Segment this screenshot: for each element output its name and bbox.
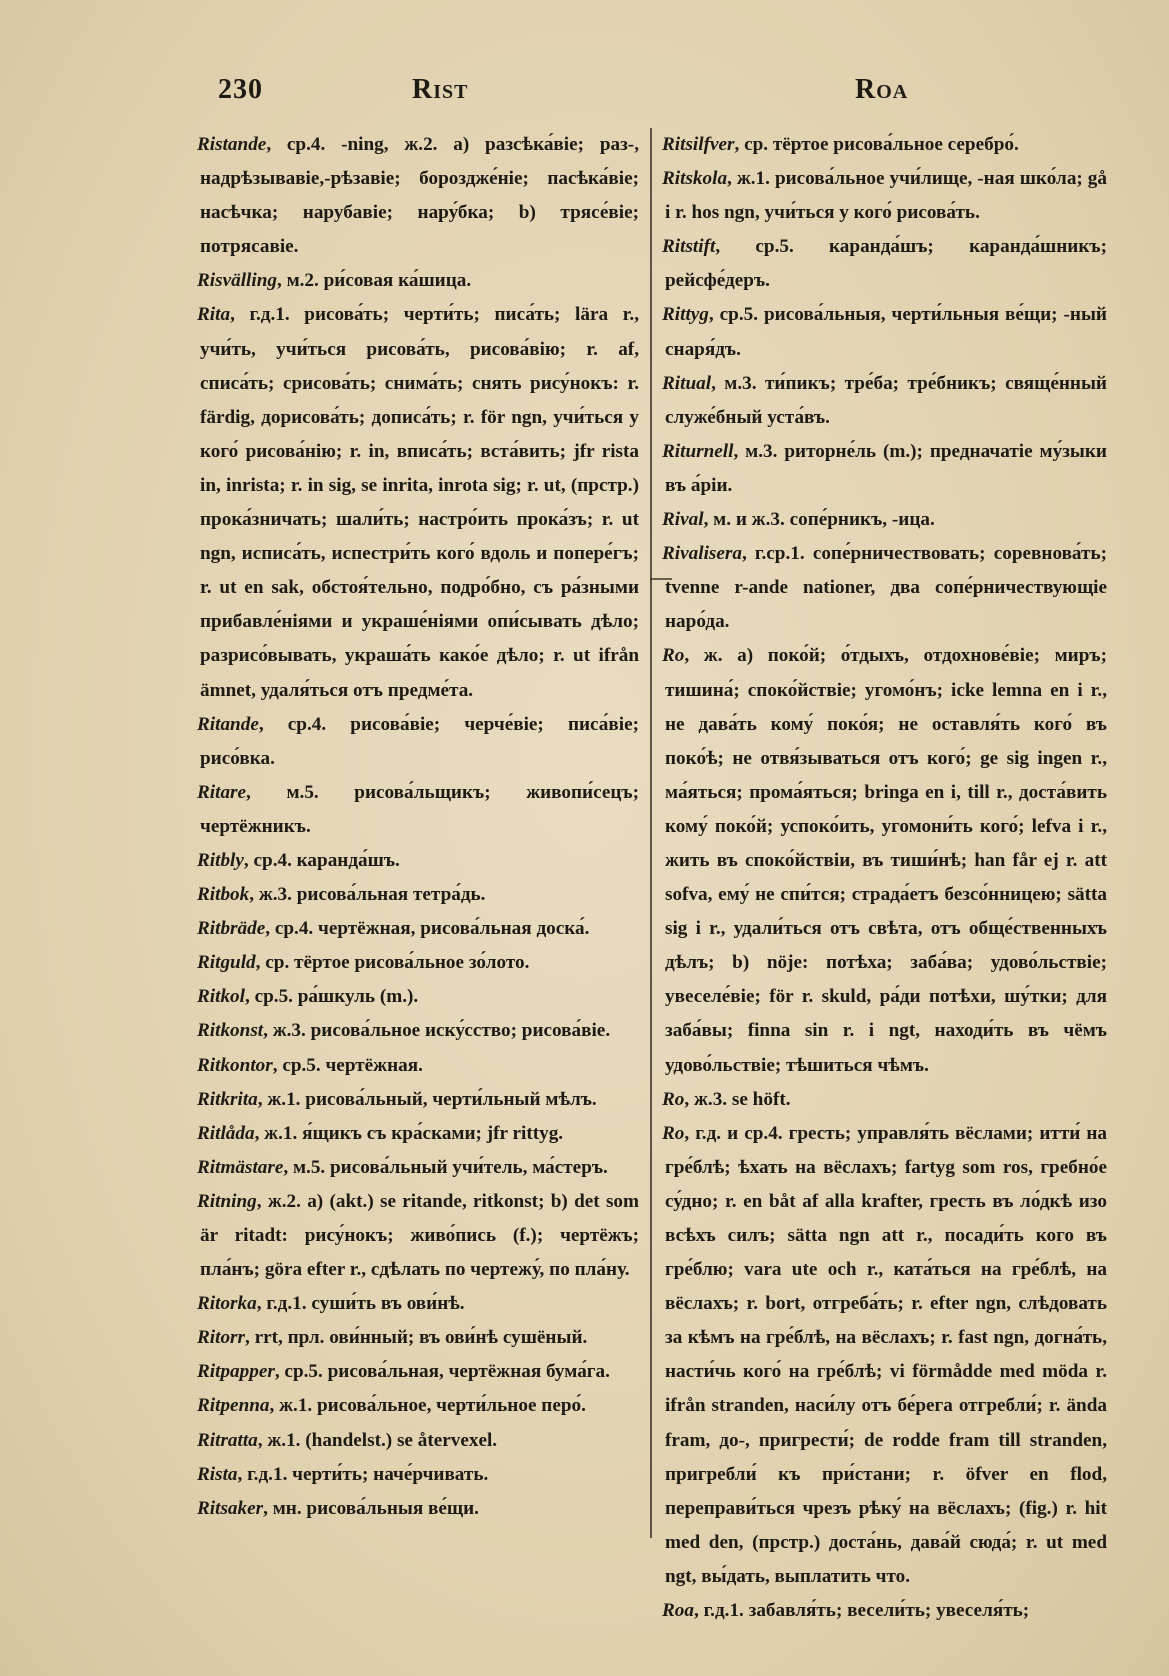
definition: , ж.1. рисова́льное, черти́льное перо́.: [269, 1395, 586, 1417]
headword: Ritpapper: [197, 1361, 275, 1383]
definition: , г.д.1. суши́ть въ ови́нѣ.: [256, 1293, 465, 1315]
entry-ritpapper: [197, 1355, 639, 1389]
entry-ritratta: [197, 1424, 639, 1458]
definition: , ж.1. я́щикъ съ кра́сками; jfr rittyg.: [254, 1122, 564, 1144]
definition: , ж.1. рисова́льный, черти́льный мѣлъ.: [257, 1088, 597, 1110]
entry-ritpenna: [197, 1389, 639, 1423]
left-column: [197, 128, 639, 1526]
headword: Ritkontor: [197, 1054, 273, 1076]
right-guide-word: Roa: [855, 74, 909, 105]
headword: Ritmästare: [197, 1156, 284, 1178]
left-guide-word: Rist: [412, 74, 469, 105]
headword: Ritsilfver: [662, 134, 735, 155]
definition: , ж.2. a) (akt.) se ritande, ritkonst; b) det som är ritadt: рису́нокъ; живо́пись (f.); чертёжъ; пла́нъ; göra efter r., сдѣлать по чертежу́, по пла́ну.: [200, 1190, 639, 1281]
entry-ritsilfver: [662, 128, 1107, 162]
headword: Ritskola: [662, 168, 728, 190]
page-header: [0, 74, 1169, 114]
headword: Ritning: [197, 1190, 257, 1212]
headword: Roa: [662, 1600, 694, 1622]
headword: Ritpenna: [197, 1395, 270, 1417]
definition: , ср.4. -ning, ж.2. a) разсѣка́віе; раз-, надрѣзывавіе,-рѣзавіе; бороздже́ніе; пасѣка́віе; насѣчка; нарубавіе; нару́бка; b) трясе́віе; потрясавіе.: [200, 134, 639, 258]
headword: Ritkol: [197, 986, 245, 1008]
entry-ro-row: [662, 1117, 1107, 1594]
entry-ro-hip: [662, 1083, 1107, 1117]
headword: Ritguld: [197, 952, 256, 974]
entry-rista: [197, 1458, 639, 1492]
definition: , ср. тёртое рисова́льное серебро́.: [734, 134, 1019, 155]
right-column: [662, 128, 1107, 1628]
entry-rittyg: [662, 298, 1107, 366]
definition: , ж.1. рисова́льное учи́лище, -ная шко́ла; gå i r. hos ngn, учи́ться у кого́ рисова́ть.: [665, 168, 1107, 224]
headword: Risvälling: [197, 270, 277, 292]
definition: , ж.3. se höft.: [684, 1088, 791, 1110]
entry-ritskola: [662, 162, 1107, 230]
headword: Rival: [662, 509, 704, 531]
headword: Ritlåda: [197, 1122, 255, 1144]
definition: , г.д.1. черти́ть; наче́рчивать.: [237, 1463, 489, 1485]
definition: , мн. рисова́льныя ве́щи.: [263, 1497, 479, 1519]
definition: , ж.3. рисова́льное иску́сство; рисова́віе.: [263, 1020, 611, 1042]
entry-roa: [662, 1594, 1107, 1628]
headword: Ritbräde: [197, 918, 266, 940]
definition: , ср.5. ра́шкуль (m.).: [244, 986, 419, 1008]
entry-rita: [197, 298, 639, 707]
definition: , ср.5. рисова́льная, чертёжная бума́га.: [274, 1361, 610, 1383]
definition: , м.5. рисова́льный учи́тель, ма́стеръ.: [283, 1156, 608, 1178]
headword: Ritstift: [662, 236, 716, 258]
headword: Ritratta: [197, 1429, 258, 1451]
entry-ritbok: [197, 878, 639, 912]
definition: , г.д. и ср.4. гресть; управля́ть вёслами; итти́ на гре́блѣ; ѣхать на вёслахъ; fartyg som ros, гребно́е су́дно; r. en båt af alla krafter, гресть въ ло́дкѣ изо всѣхъ силъ; sätta ngn att r., посади́ть кого въ гре́блю; vara ute och r., ката́ться на гре́блѣ, на вёслахъ; r. bort, отгреба́ть; r. efter ngn, слѣдовать за кѣмъ на гре́блѣ, на вёслахъ; r. fast ngn, догна́ть, насти́чь кого́ на гре́блѣ; vi förmådde med möda r. ifrån stranden, наси́лу отъ бе́рега отгребли́; r. ända fram, до-, пригрести́; de rodde fram till stranden, пригребли́ къ при́стани; r. öfver en flod, переправи́ться чрезъ рѣку́ на вёслахъ; (fig.) r. hit med den, (прстр.) доста́нь, дава́й сюда́; r. ut med ngt, вы́дать, выплатить что.: [665, 1122, 1107, 1587]
definition: , м.3. ти́пикъ; тре́ба; тре́бникъ; свяще́нный служе́бный уста́въ.: [665, 372, 1107, 428]
definition: , ср.4. каранда́шъ.: [243, 849, 400, 871]
definition: , ж.1. (handelst.) se återvexel.: [257, 1429, 498, 1451]
entry-ritsaker: [197, 1492, 639, 1526]
definition: , ср.4. чертёжная, рисова́льная доска́.: [265, 918, 590, 940]
entry-ritmastare: [197, 1151, 639, 1185]
page-number: 230: [218, 74, 263, 105]
entry-ritorr: [197, 1321, 639, 1355]
entry-ritual: [662, 367, 1107, 435]
headword: Ro: [662, 1088, 685, 1110]
entry-ritning: [197, 1185, 639, 1287]
headword: Ritorr: [197, 1327, 245, 1349]
definition: , rrt, прл. ови́нный; въ ови́нѣ сушёный.: [245, 1327, 588, 1349]
entry-ritorka: [197, 1287, 639, 1321]
definition: , ср.5. каранда́шъ; каранда́шникъ; рейсфе́деръ.: [665, 236, 1107, 292]
definition: , ср.5. чертёжная.: [272, 1054, 423, 1076]
headword: Ro: [662, 1122, 685, 1144]
entry-ritbly: [197, 844, 639, 878]
definition: , ср. тёртое рисова́льное зо́лото.: [255, 952, 530, 974]
headword: Ritorka: [197, 1293, 257, 1315]
headword: Ritual: [662, 372, 712, 394]
headword: Rivalisera: [662, 543, 742, 565]
headword: Rita: [197, 304, 231, 326]
definition: , м.2. ри́совая ка́шица.: [276, 270, 472, 292]
definition: , ср.5. рисова́льныя, черти́льныя ве́щи; -ный снаря́дъ.: [665, 304, 1107, 360]
headword: Riturnell: [662, 440, 734, 462]
entry-ritkontor: [197, 1049, 639, 1083]
headword: Ro: [662, 645, 685, 667]
headword: Ritkonst: [197, 1020, 264, 1042]
entry-ro-rest: [662, 639, 1107, 1082]
definition: , ж. a) поко́й; о́тдыхъ, отдохнове́віе; миръ; тишина́; споко́йствіе; угомо́нъ; icke lemna en i r., не дава́ть кому́ поко́я; не оставля́ть кого́ въ поко́ѣ; не отвя́зываться отъ кого́; ge sig ingen r., ма́яться; прома́яться; bringa en i, till r., доста́вить кому́ поко́й; успоко́ить, угомони́ть кого́; lefva i r., жить въ споко́йствіи, въ тиши́нѣ; han får ej r. att sofva, ему́ не спи́тся; страда́етъ безсо́нницею; sätta sig i r., удали́ться отъ свѣта, отъ обще́ственныхъ дѣлъ; b) nöje: потѣха; заба́ва; удово́льствіе; увеселе́віе; för r. skuld, ра́ди потѣхи, шу́тки; для заба́вы; finna sin r. i ngt, находи́ть въ чёмъ удово́льствіе; тѣшиться чѣмъ.: [665, 645, 1107, 1076]
definition: , м.3. риторне́ль (m.); предначатіе му́зыки въ а́ріи.: [665, 440, 1107, 496]
headword: Rittyg: [662, 304, 709, 326]
entry-rival: [662, 503, 1107, 537]
headword: Rista: [197, 1463, 238, 1485]
entry-rivalisera: [662, 537, 1107, 639]
entry-ritkonst: [197, 1014, 639, 1048]
definition: , м. и ж.3. сопе́рникъ, -ица.: [703, 509, 935, 531]
entry-ritare: [197, 776, 639, 844]
headword: Ritsaker: [197, 1497, 264, 1519]
headword: Ritkrita: [197, 1088, 258, 1110]
entry-ritstift: [662, 230, 1107, 298]
entry-ritande: [197, 708, 639, 776]
headword: Ritbly: [197, 849, 244, 871]
column-divider: [650, 128, 652, 1538]
definition: , г.д.1. забавля́ть; весели́ть; увеселя́ть;: [694, 1600, 1030, 1622]
entry-ristande: [197, 128, 639, 264]
definition: , м.5. рисова́льщикъ; живопи́сецъ; чертёжникъ.: [200, 781, 639, 837]
definition: , ср.4. рисова́віе; черче́віе; писа́віе; рисо́вка.: [200, 713, 639, 769]
entry-ritkol: [197, 980, 639, 1014]
entry-riturnell: [662, 435, 1107, 503]
entry-ritbrade: [197, 912, 639, 946]
definition: , ж.3. рисова́льная тетра́дь.: [249, 884, 486, 906]
headword: Ritande: [197, 713, 259, 735]
headword: Ritbok: [197, 884, 250, 906]
headword: Ristande: [197, 134, 267, 155]
entry-ritlada: [197, 1117, 639, 1151]
headword: Ritare: [197, 781, 247, 803]
entry-ritkrita: [197, 1083, 639, 1117]
entry-ritguld: [197, 946, 639, 980]
definition: , г.ср.1. сопе́рничествовать; соревнова́ть; tvenne r-ande nationer, два сопе́рничествующіе наро́да.: [665, 543, 1107, 633]
entry-risvalling: [197, 264, 639, 298]
definition: , г.д.1. рисова́ть; черти́ть; писа́ть; lära r., учи́ть, учи́ться рисова́ть, рисова́вію; r. af, списа́ть; срисова́ть; снима́ть; снять рису́нокъ: r. färdig, дорисова́ть; дописа́ть; r. för ngn, учи́ться у кого́ рисова́нію; r. in, вписа́ть; вста́вить; jfr rista in, inrista; r. in sig, se inrita, inrota sig; r. ut, (прстр.) прока́зничать; шали́ть; настро́ить прока́зъ; r. ut ngn, исписа́ть, испестри́ть кого́ вдоль и попере́гъ; r. ut en sak, обстоя́тельно, подро́бно, съ ра́зными прибавле́ніями и украше́ніями опи́сывать дѣло; разрисо́вывать, украша́ть како́е дѣло; r. ut ifrån ämnet, удаля́ться отъ предме́та.: [200, 304, 639, 701]
